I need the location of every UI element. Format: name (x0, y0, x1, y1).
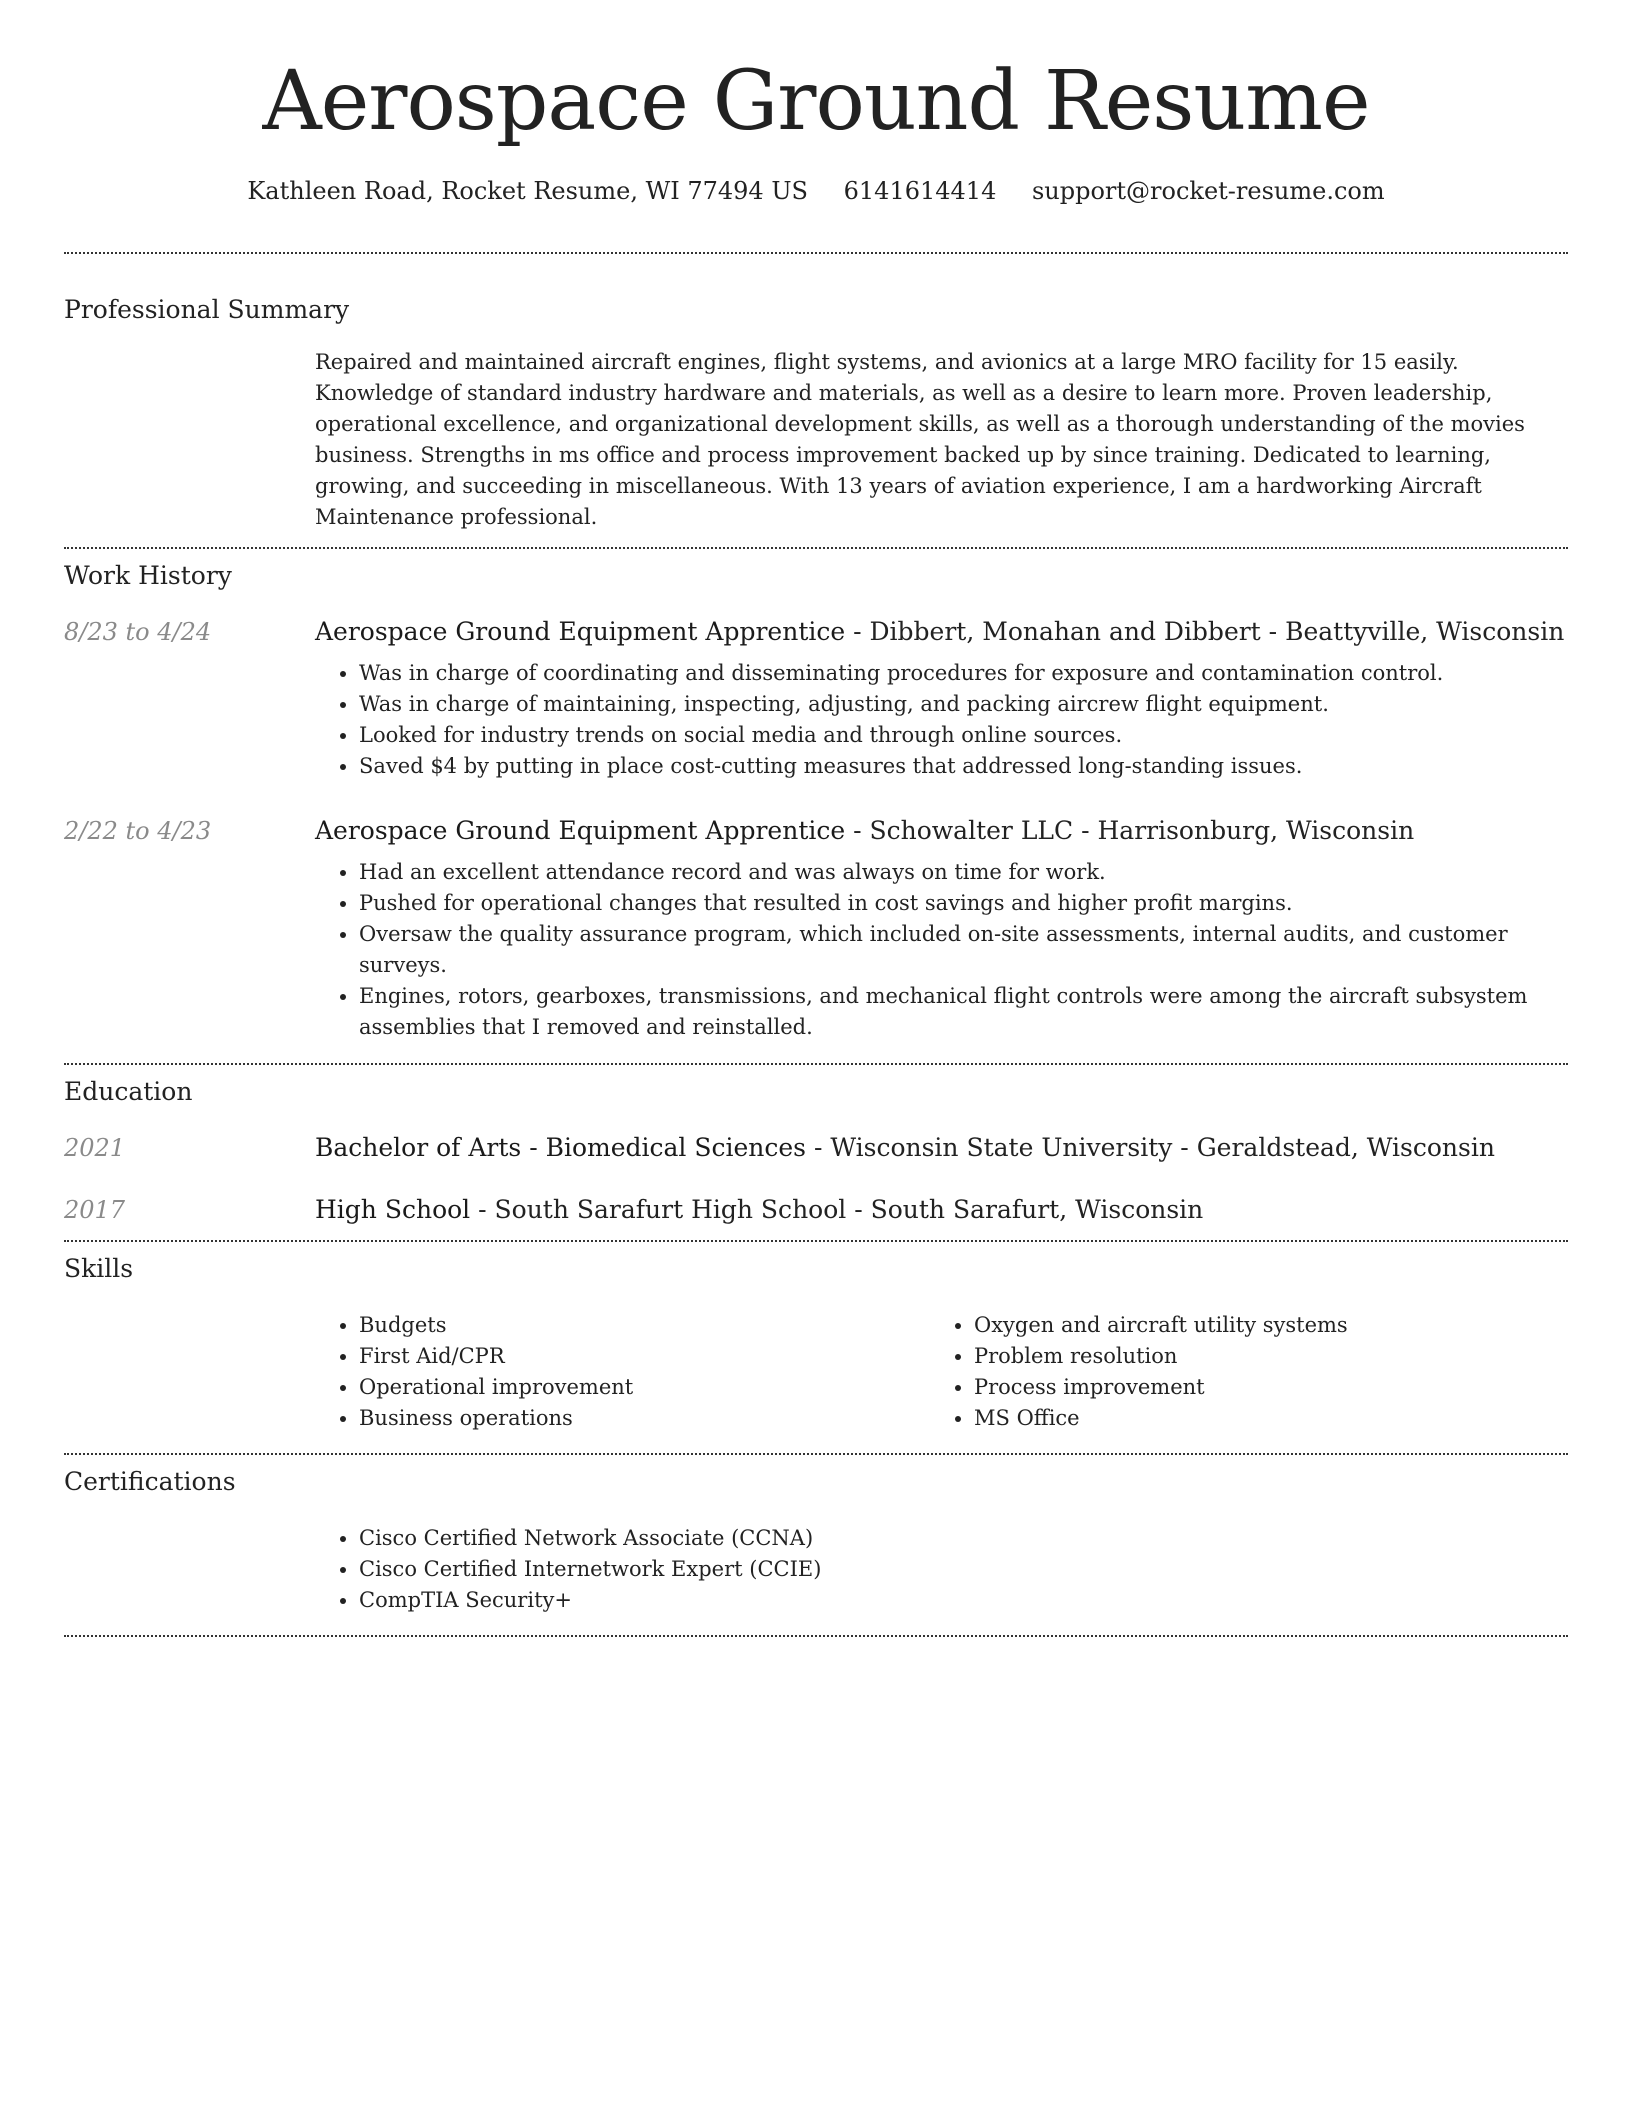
section-summary (64, 293, 1568, 533)
education-year: 2017 (64, 1196, 126, 1224)
skills-list-right (930, 1310, 1545, 1434)
section-work-history (64, 559, 1568, 1043)
section-heading-certifications: Certifications (64, 1467, 236, 1496)
job-bullets (315, 658, 1568, 782)
certifications-list (315, 1523, 1568, 1616)
list-item: • Business operations (359, 1403, 930, 1434)
section-heading-education: Education (64, 1077, 193, 1106)
divider (64, 547, 1568, 549)
list-item: • Operational improvement (359, 1372, 930, 1403)
job-bullets (315, 857, 1568, 1043)
section-heading-summary: Professional Summary (64, 295, 350, 324)
education-entry (64, 1195, 1568, 1224)
list-item: • Had an excellent attendance record and was always on time for work. (359, 857, 1568, 888)
list-item: • Process improvement (974, 1372, 1545, 1403)
resume-title: Aerospace Ground Resume (262, 54, 1370, 149)
list-item: • Looked for industry trends on social media and through online sources. (359, 720, 1568, 751)
list-item: • Saved $4 by putting in place cost-cutting measures that addressed long-standing issues. (359, 751, 1568, 782)
list-item: • Was in charge of maintaining, inspecting, adjusting, and packing aircrew flight equipment. (359, 689, 1568, 720)
contact-address: Kathleen Road, Rocket Resume, WI 77494 US (247, 177, 808, 205)
education-details: - Wisconsin State University - Geraldstead, Wisconsin (806, 1133, 1495, 1162)
section-heading-skills: Skills (64, 1254, 134, 1283)
skills-list-left (315, 1310, 930, 1434)
contact-phone: 6141614414 (843, 177, 997, 205)
section-heading-work: Work History (64, 561, 232, 590)
divider (64, 1635, 1568, 1637)
education-details: - South Sarafurt High School - South Sarafurt, Wisconsin (470, 1195, 1204, 1224)
job-details: - Schowalter LLC - Harrisonburg, Wisconsin (845, 816, 1415, 845)
education-entry (64, 1133, 1568, 1162)
list-item: • Pushed for operational changes that resulted in cost savings and higher profit margins. (359, 888, 1568, 919)
job-entry (64, 617, 1568, 782)
section-education (64, 1075, 1568, 1224)
education-degree: High School (315, 1195, 471, 1224)
list-item: • Cisco Certified Internetwork Expert (CCIE) (359, 1554, 1568, 1585)
list-item: • Oxygen and aircraft utility systems (974, 1310, 1545, 1341)
list-item: • Problem resolution (974, 1341, 1545, 1372)
education-year: 2021 (64, 1134, 126, 1162)
job-dates: 2/22 to 4/23 (64, 817, 212, 845)
divider (64, 1063, 1568, 1065)
education-degree: Bachelor of Arts - Biomedical Sciences (315, 1133, 807, 1162)
summary-text: Repaired and maintained aircraft engines, flight systems, and avionics at a large MRO facility for 15 easily. Knowledge of standard industry hardware and materials, as well as a desire to learn more. Proven leadership, operational excellence, and organizational development skills, as well as a thorough understanding of the movies business. Strengths in ms office and process improvement backed up by since training. Dedicated to learning, growing, and succeeding in miscellaneous. With 13 years of aviation experience, I am a hardworking Aircraft Maintenance professional. (315, 350, 1525, 529)
list-item: • Was in charge of coordinating and disseminating procedures for exposure and contamination control. (359, 658, 1568, 689)
divider (64, 252, 1568, 254)
contact-email: support@rocket-resume.com (1031, 177, 1385, 205)
job-details: - Dibbert, Monahan and Dibbert - Beattyville, Wisconsin (845, 617, 1565, 646)
section-skills (64, 1252, 1568, 1434)
job-title: Aerospace Ground Equipment Apprentice (315, 617, 846, 646)
job-dates: 8/23 to 4/24 (64, 618, 212, 646)
list-item: • Budgets (359, 1310, 930, 1341)
list-item: • First Aid/CPR (359, 1341, 930, 1372)
list-item: • Engines, rotors, gearboxes, transmissions, and mechanical flight controls were among the aircraft subsystem assemblies that I removed and reinstalled. (359, 981, 1568, 1043)
divider (64, 1453, 1568, 1455)
list-item: • MS Office (974, 1403, 1545, 1434)
divider (64, 1240, 1568, 1242)
section-certifications (64, 1465, 1568, 1616)
list-item: • Cisco Certified Network Associate (CCNA) (359, 1523, 1568, 1554)
job-entry (64, 816, 1568, 1043)
list-item: • CompTIA Security+ (359, 1585, 1568, 1616)
contact-line (64, 174, 1568, 208)
job-title: Aerospace Ground Equipment Apprentice (315, 816, 846, 845)
list-item: • Oversaw the quality assurance program, which included on-site assessments, internal audits, and customer surveys. (359, 919, 1568, 981)
